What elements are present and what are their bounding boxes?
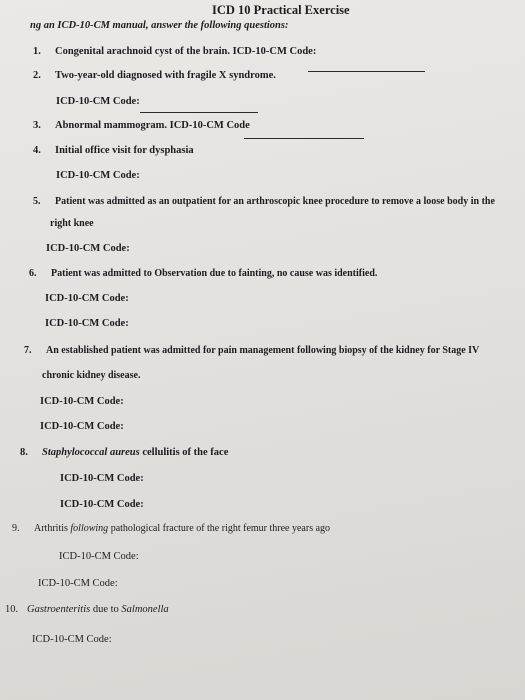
question-number: 6. bbox=[29, 268, 37, 279]
question-italic-2: Salmonella bbox=[121, 604, 169, 615]
question-number: 5. bbox=[33, 196, 41, 207]
code-label: ICD-10-CM Code: bbox=[45, 318, 129, 329]
code-label: ICD-10-CM Code: bbox=[56, 96, 140, 107]
question-text: An established patient was admitted for pain management following biopsy of the kidney for Stage IV bbox=[46, 345, 480, 356]
code-label: ICD-10-CM Code: bbox=[38, 578, 118, 589]
question-text: cellulitis of the face bbox=[142, 447, 229, 458]
question-10 bbox=[5, 604, 169, 615]
question-7 bbox=[24, 345, 479, 356]
code-label: ICD-10-CM Code: bbox=[45, 293, 129, 304]
question-8 bbox=[20, 447, 228, 458]
question-text: Two-year-old diagnosed with fragile X syndrome. bbox=[55, 70, 276, 81]
question-9 bbox=[12, 523, 330, 534]
code-label: ICD-10-CM Code: bbox=[46, 243, 130, 254]
question-5 bbox=[33, 196, 495, 207]
code-label: ICD-10-CM Code: bbox=[56, 170, 140, 181]
code-label: ICD-10-CM Code: bbox=[32, 634, 112, 645]
question-5-continued: right knee bbox=[50, 218, 94, 229]
question-3 bbox=[33, 120, 250, 131]
question-number: 4. bbox=[33, 145, 41, 156]
code-label: ICD-10-CM Code: bbox=[60, 473, 144, 484]
answer-line bbox=[244, 138, 364, 139]
question-2 bbox=[33, 70, 276, 81]
question-6 bbox=[29, 268, 377, 279]
question-italic: following bbox=[70, 523, 109, 534]
question-number: 2. bbox=[33, 70, 41, 81]
page-title: ICD 10 Practical Exercise bbox=[212, 3, 350, 17]
question-number: 8. bbox=[20, 447, 28, 458]
question-italic: Staphylococcal aureus bbox=[42, 447, 140, 458]
question-text: Abnormal mammogram. ICD-10-CM Code bbox=[55, 120, 250, 131]
question-number: 3. bbox=[33, 120, 41, 131]
question-italic: Gastroenteritis bbox=[27, 604, 91, 615]
question-text-2: pathological fracture of the right femur three years ago bbox=[110, 523, 331, 534]
code-label: ICD-10-CM Code: bbox=[40, 396, 124, 407]
question-text: Arthritis bbox=[34, 523, 68, 534]
instructions: ng an ICD-10-CM manual, answer the following questions: bbox=[30, 20, 289, 31]
question-text: Congenital arachnoid cyst of the brain. ICD-10-CM Code: bbox=[55, 46, 317, 57]
code-label: ICD-10-CM Code: bbox=[40, 421, 124, 432]
question-7-continued: chronic kidney disease. bbox=[42, 370, 141, 381]
question-text: due to bbox=[92, 604, 119, 615]
question-text: Patient was admitted as an outpatient for an arthroscopic knee procedure to remove a loose body in the bbox=[55, 196, 495, 207]
answer-line bbox=[308, 71, 425, 72]
question-1 bbox=[33, 46, 316, 57]
question-number: 7. bbox=[24, 345, 32, 356]
question-4 bbox=[33, 145, 194, 156]
answer-line bbox=[140, 112, 258, 113]
question-text: Patient was admitted to Observation due to fainting, no cause was identified. bbox=[51, 268, 378, 279]
code-label: ICD-10-CM Code: bbox=[59, 551, 139, 562]
question-number: 9. bbox=[12, 523, 20, 534]
question-number: 10. bbox=[5, 604, 19, 615]
question-text: Initial office visit for dysphasia bbox=[55, 145, 194, 156]
question-number: 1. bbox=[33, 46, 41, 57]
code-label: ICD-10-CM Code: bbox=[60, 499, 144, 510]
